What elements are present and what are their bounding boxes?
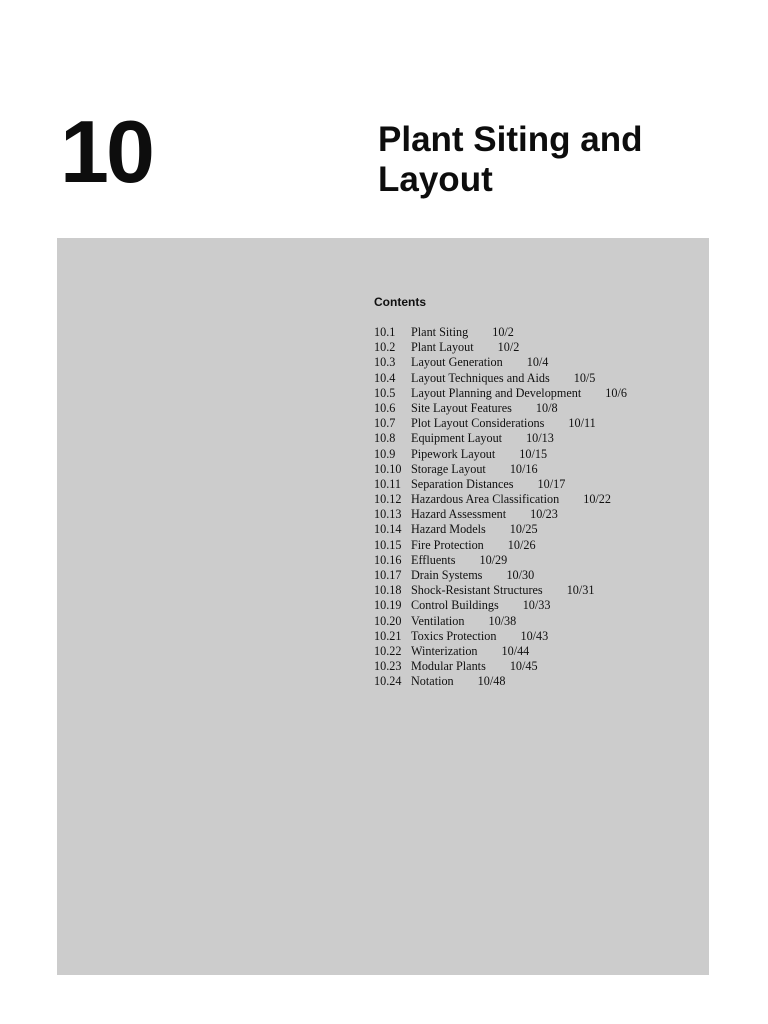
contents-item-title: Ventilation (411, 613, 465, 628)
contents-item-page: 10/30 (506, 568, 535, 582)
contents-item-page: 10/26 (507, 537, 536, 552)
contents-item-number: 10.18 (374, 583, 402, 598)
contents-item[interactable] (374, 431, 627, 446)
contents-item-number: 10.8 (374, 431, 396, 446)
contents-item-title: Layout Techniques and Aids (411, 370, 550, 385)
contents-item-title: Hazard Assessment (411, 507, 507, 522)
contents-item-page: 10/44 (501, 643, 530, 658)
contents-item-number: 10.2 (374, 340, 396, 355)
contents-item-number: 10.20 (374, 613, 402, 628)
contents-item[interactable] (374, 553, 627, 568)
contents-list (374, 325, 627, 690)
contents-item-title: Hazard Models (411, 522, 486, 537)
contents-item-page: 10/31 (566, 583, 595, 598)
contents-item-number: 10.19 (374, 598, 402, 613)
contents-item-number: 10.6 (374, 400, 396, 415)
contents-item[interactable] (374, 492, 627, 507)
chapter-title: Plant Siting and Layout (378, 120, 643, 199)
contents-item[interactable] (374, 477, 627, 492)
contents-item-number: 10.3 (374, 355, 396, 370)
contents-item-page: 10/45 (509, 659, 538, 674)
contents-item[interactable] (374, 674, 627, 689)
contents-item-page: 10/15 (519, 446, 548, 461)
contents-item[interactable] (374, 644, 627, 659)
contents-item-title: Pipework Layout (411, 446, 496, 461)
contents-item-title: Plot Layout Considerations (411, 416, 545, 431)
contents-item-number: 10.16 (374, 552, 402, 567)
contents-item-page: 10/8 (535, 400, 558, 415)
contents-item-number: 10.22 (374, 643, 402, 658)
contents-item-page: 10/48 (477, 674, 506, 689)
contents-item-page: 10/5 (573, 370, 596, 385)
contents-item-page: 10/33 (522, 598, 551, 613)
contents-item[interactable] (374, 583, 627, 598)
contents-item[interactable] (374, 462, 627, 477)
contents-item-title: Layout Generation (411, 355, 503, 370)
contents-item[interactable] (374, 659, 627, 674)
contents-item-page: 10/13 (526, 431, 554, 446)
contents-item-page: 10/23 (530, 507, 558, 522)
contents-item-number: 10.1 (374, 325, 396, 339)
contents-item[interactable] (374, 568, 627, 583)
contents-item-page: 10/38 (488, 613, 517, 628)
contents-item-number: 10.15 (374, 537, 402, 552)
contents-item-title: Storage Layout (411, 461, 486, 476)
contents-item-page: 10/16 (509, 461, 538, 476)
contents-item[interactable] (374, 598, 627, 613)
contents-item[interactable] (374, 355, 627, 370)
contents-item-title: Drain Systems (411, 568, 483, 582)
contents-item-number: 10.17 (374, 568, 402, 582)
contents-item[interactable] (374, 340, 627, 355)
contents-item[interactable] (374, 447, 627, 462)
contents-heading: Contents (374, 295, 426, 309)
contents-item-number: 10.9 (374, 446, 396, 461)
contents-item-title: Site Layout Features (411, 400, 512, 415)
contents-item-number: 10.7 (374, 416, 396, 431)
contents-item-title: Plant Layout (411, 340, 474, 355)
contents-item-number: 10.21 (374, 628, 402, 643)
contents-item-page: 10/17 (537, 476, 566, 491)
contents-item-number: 10.4 (374, 370, 396, 385)
contents-item[interactable] (374, 371, 627, 386)
contents-item-title: Plant Siting (411, 325, 469, 339)
contents-item-page: 10/29 (479, 552, 508, 567)
contents-item-page: 10/4 (526, 355, 549, 370)
contents-item-number: 10.10 (374, 461, 402, 476)
contents-item[interactable] (374, 522, 627, 537)
contents-item-title: Fire Protection (411, 537, 484, 552)
contents-item-title: Equipment Layout (411, 431, 503, 446)
contents-item[interactable] (374, 614, 627, 629)
contents-item-title: Notation (411, 674, 454, 689)
contents-item-page: 10/22 (583, 492, 611, 507)
contents-item-title: Control Buildings (411, 598, 499, 613)
contents-item-page: 10/6 (605, 385, 627, 400)
contents-item-page: 10/2 (492, 325, 514, 339)
contents-item-number: 10.5 (374, 385, 396, 400)
contents-item-title: Winterization (411, 643, 478, 658)
contents-item[interactable] (374, 507, 627, 522)
contents-item-number: 10.24 (374, 674, 402, 689)
contents-item[interactable] (374, 416, 627, 431)
contents-item-number: 10.23 (374, 659, 402, 674)
contents-item-title: Shock-Resistant Structures (411, 583, 543, 598)
contents-item[interactable] (374, 401, 627, 416)
contents-item[interactable] (374, 386, 627, 401)
contents-item-number: 10.14 (374, 522, 402, 537)
contents-item-page: 10/25 (509, 522, 538, 537)
contents-item[interactable] (374, 325, 627, 340)
chapter-number: 10 (60, 102, 152, 201)
contents-item-page: 10/11 (568, 416, 596, 431)
contents-item-title: Hazardous Area Classification (411, 492, 560, 507)
contents-item-title: Toxics Protection (411, 628, 497, 643)
contents-item-number: 10.11 (374, 476, 401, 491)
contents-item-number: 10.13 (374, 507, 402, 522)
contents-item-page: 10/2 (497, 340, 520, 355)
contents-item[interactable] (374, 629, 627, 644)
contents-item-title: Separation Distances (411, 476, 514, 491)
contents-item-page: 10/43 (520, 628, 549, 643)
contents-item[interactable] (374, 538, 627, 553)
contents-item-title: Layout Planning and Development (411, 385, 582, 400)
contents-item-title: Modular Plants (411, 659, 486, 674)
contents-item-title: Effluents (411, 552, 456, 567)
contents-item-number: 10.12 (374, 492, 402, 507)
